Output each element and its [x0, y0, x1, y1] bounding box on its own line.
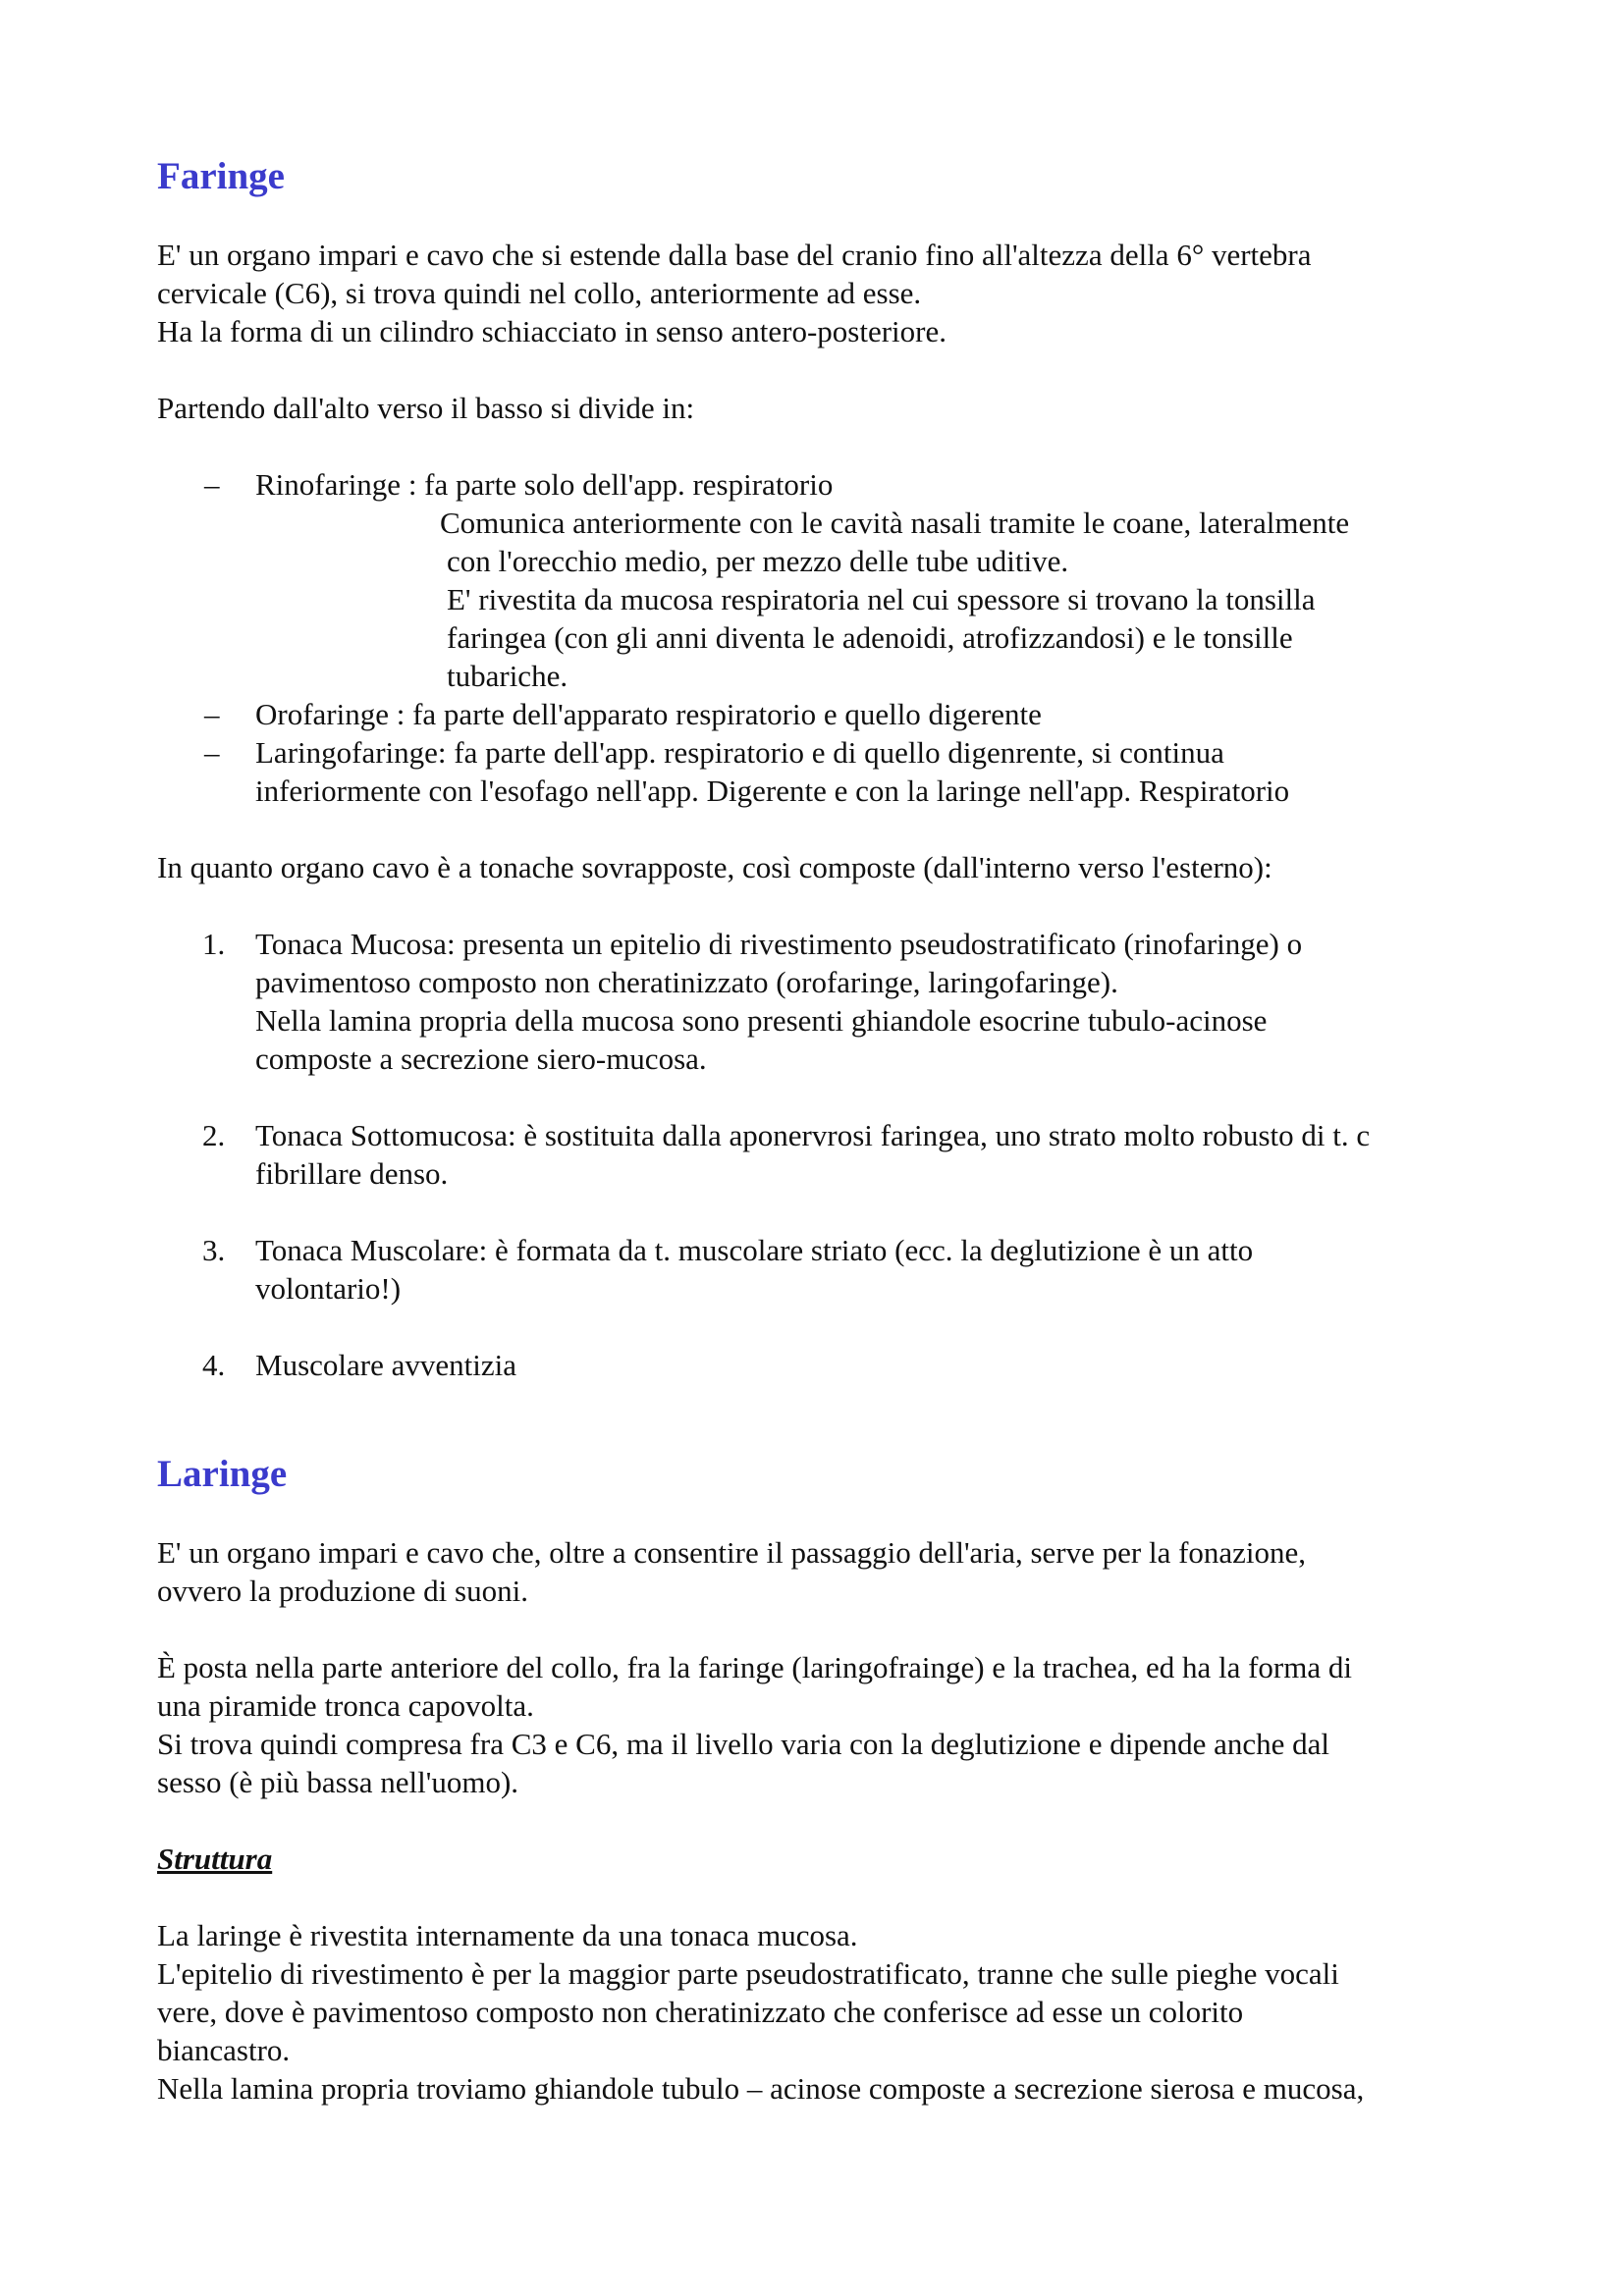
- text-line: E' un organo impari e cavo che, oltre a consentire il passaggio dell'aria, serve per la fonazione,: [157, 1535, 1307, 1570]
- text-line: faringea (con gli anni diventa le adenoidi, atrofizzandosi) e le tonsille: [447, 620, 1293, 655]
- text-line: composte a secrezione siero-mucosa.: [255, 1041, 707, 1076]
- text-line: una piramide tronca capovolta.: [157, 1688, 534, 1723]
- text-line: È posta nella parte anteriore del collo, fra la faringe (laringofrainge) e la trachea, ed ha la forma di: [157, 1650, 1352, 1684]
- text-line: cervicale (C6), si trova quindi nel collo, anteriormente ad esse.: [157, 276, 922, 310]
- text-line: biancastro.: [157, 2033, 291, 2067]
- list-number: 3.: [202, 1233, 226, 1267]
- text-line: volontario!): [255, 1271, 402, 1306]
- laringe-paragraph-1: [157, 1533, 1473, 1610]
- list-number: 4.: [202, 1348, 226, 1382]
- text-line: Muscolare avventizia: [255, 1348, 516, 1382]
- list-item-rinofaringe: [157, 465, 1473, 504]
- text-line: Comunica anteriormente con le cavità nasali tramite le coane, lateralmente: [440, 506, 1350, 540]
- text-line: fibrillare denso.: [255, 1156, 449, 1191]
- faringe-intro: [157, 236, 1473, 350]
- list-number: 2.: [202, 1118, 226, 1152]
- struttura-subheading: Struttura: [157, 1842, 273, 1876]
- text-line: Nella lamina propria della mucosa sono presenti ghiandole esocrine tubulo-acinose: [255, 1003, 1268, 1038]
- text-line: ovvero la produzione di suoni.: [157, 1574, 528, 1608]
- text-line: Laringofaringe: fa parte dell'app. respiratorio e di quello digenrente, si continua: [255, 735, 1224, 770]
- laringe-heading: Laringe: [157, 1453, 288, 1495]
- text-line: Rinofaringe : fa parte solo dell'app. respiratorio: [255, 467, 834, 502]
- laringe-paragraph-3: [157, 1916, 1473, 2108]
- text-line: Tonaca Sottomucosa: è sostituita dalla aponervrosi faringea, uno strato molto robusto di t. c: [255, 1118, 1371, 1152]
- text-line: La laringe è rivestita internamente da una tonaca mucosa.: [157, 1918, 858, 1952]
- text-line: Tonaca Mucosa: presenta un epitelio di rivestimento pseudostratificato (rinofaringe) o: [255, 927, 1303, 961]
- text-line: L'epitelio di rivestimento è per la maggior parte pseudostratificato, tranne che sulle pieghe vocali: [157, 1956, 1339, 1991]
- text-line: Tonaca Muscolare: è formata da t. muscolare striato (ecc. la deglutizione è un atto: [255, 1233, 1254, 1267]
- text-line: inferiormente con l'esofago nell'app. Digerente e con la laringe nell'app. Respiratorio: [255, 774, 1290, 808]
- list-item-orofaringe: [157, 695, 1473, 733]
- divide-intro: Partendo dall'alto verso il basso si divide in:: [157, 391, 695, 425]
- text-line: vere, dove è pavimentoso composto non cheratinizzato che conferisce ad esse un colorito: [157, 1995, 1244, 2029]
- dash-bullet: –: [204, 697, 220, 731]
- text-line: con l'orecchio medio, per mezzo delle tube uditive.: [447, 544, 1069, 578]
- text-line: pavimentoso composto non cheratinizzato (orofaringe, laringofaringe).: [255, 965, 1118, 999]
- text-line: Nella lamina propria troviamo ghiandole tubulo – acinose composte a secrezione sierosa e mucosa,: [157, 2071, 1365, 2106]
- list-item-laringofaringe: [157, 733, 1473, 810]
- list-item-tonaca-sottomucosa: [157, 1116, 1473, 1193]
- text-line: Ha la forma di un cilindro schiacciato in senso antero-posteriore.: [157, 314, 947, 348]
- text-line: E' rivestita da mucosa respiratoria nel cui spessore si trovano la tonsilla: [447, 582, 1316, 616]
- list-item-tonaca-mucosa: [157, 925, 1473, 1078]
- text-line: Orofaringe : fa parte dell'apparato respiratorio e quello digerente: [255, 697, 1042, 731]
- faringe-heading: Faringe: [157, 155, 285, 197]
- list-number: 1.: [202, 927, 226, 961]
- dash-bullet: –: [204, 735, 220, 770]
- text-line: Si trova quindi compresa fra C3 e C6, ma il livello varia con la deglutizione e dipende anche dal: [157, 1727, 1329, 1761]
- text-line: E' un organo impari e cavo che si estende dalla base del cranio fino all'altezza della 6° vertebra: [157, 238, 1312, 272]
- document-page: [157, 147, 1473, 2108]
- text-line: sesso (è più bassa nell'uomo).: [157, 1765, 519, 1799]
- dash-bullet: –: [204, 467, 220, 502]
- tonache-intro: In quanto organo cavo è a tonache sovrapposte, così composte (dall'interno verso l'esterno):: [157, 850, 1272, 884]
- list-item-muscolare-avventizia: [157, 1346, 1473, 1384]
- laringe-paragraph-2: [157, 1648, 1473, 1801]
- text-line: tubariche.: [447, 659, 568, 693]
- list-item-tonaca-muscolare: [157, 1231, 1473, 1308]
